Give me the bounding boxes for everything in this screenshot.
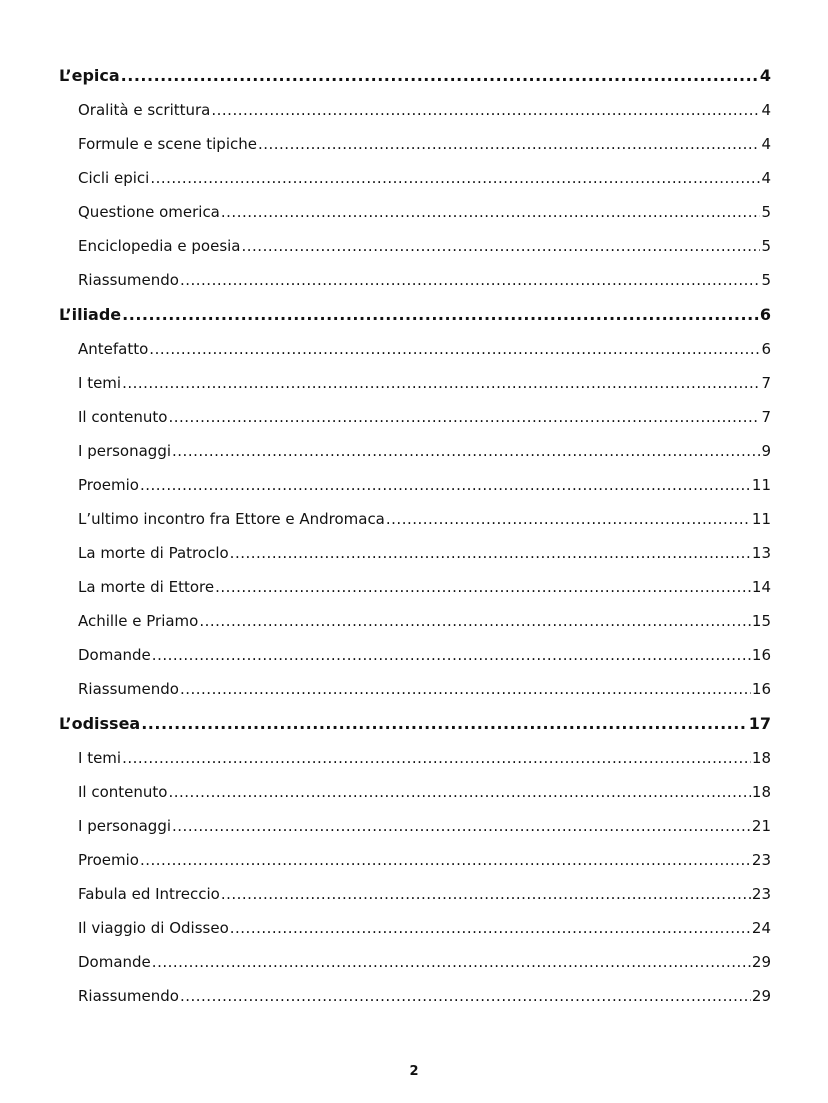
toc-leader-dots [168, 775, 750, 809]
toc-leader-dots [180, 263, 760, 297]
toc-leader-dots [230, 911, 751, 945]
toc-leader-dots [140, 843, 751, 877]
toc-entry[interactable] [59, 366, 771, 400]
toc-page-number: 4 [761, 101, 771, 119]
toc-entry[interactable] [59, 672, 771, 706]
toc-page-number: 23 [751, 851, 771, 869]
toc-page-number: 23 [751, 885, 771, 903]
toc-chapter-title: L’epica [59, 66, 120, 85]
toc-page-number: 18 [751, 783, 771, 801]
toc-leader-dots [242, 229, 761, 263]
toc-entry[interactable] [59, 332, 771, 366]
toc-entry-title: I personaggi [78, 817, 172, 835]
toc-entry[interactable] [59, 502, 771, 536]
toc-entry[interactable] [59, 400, 771, 434]
toc-leader-dots [180, 672, 751, 706]
toc-entry-title: Enciclopedia e poesia [78, 237, 241, 255]
toc-entry-title: I temi [78, 374, 122, 392]
toc-entry-title: Il contenuto [78, 408, 168, 426]
toc-page-number: 7 [761, 374, 771, 392]
toc-page-number: 21 [751, 817, 771, 835]
toc-leader-dots [121, 58, 759, 93]
toc-page-number: 5 [761, 203, 771, 221]
toc-entry-title: Fabula ed Intreccio [78, 885, 220, 903]
toc-entry-title: L’ultimo incontro fra Ettore e Andromaca [78, 510, 385, 528]
toc-entry-title: Questione omerica [78, 203, 220, 221]
toc-entry-title: La morte di Patroclo [78, 544, 229, 562]
toc-page-number: 17 [748, 714, 771, 733]
toc-entry[interactable] [59, 468, 771, 502]
toc-entry[interactable] [59, 604, 771, 638]
toc-entry-title: Domande [78, 646, 151, 664]
toc-leader-dots [258, 127, 760, 161]
toc-chapter-odissea[interactable] [59, 706, 771, 741]
toc-entry[interactable] [59, 93, 771, 127]
toc-page-number: 5 [761, 237, 771, 255]
toc-entry[interactable] [59, 638, 771, 672]
toc-leader-dots [211, 93, 760, 127]
toc-entry[interactable] [59, 161, 771, 195]
toc-page-number: 11 [751, 510, 771, 528]
toc-leader-dots [140, 468, 751, 502]
toc-chapter-title: L’iliade [59, 305, 122, 324]
toc-leader-dots [172, 434, 760, 468]
toc-entry[interactable] [59, 945, 771, 979]
toc-entry-title: I personaggi [78, 442, 172, 460]
toc-leader-dots [149, 332, 760, 366]
toc-entry-title: Riassumendo [78, 987, 179, 1005]
toc-entry-title: Proemio [78, 476, 139, 494]
toc-page-number: 16 [751, 680, 771, 698]
toc-page-number: 16 [751, 646, 771, 664]
toc-entry[interactable] [59, 263, 771, 297]
toc-page-number: 6 [759, 305, 771, 324]
toc-chapter-title: L’odissea [59, 714, 141, 733]
toc-entry-title: Antefatto [78, 340, 149, 358]
toc-entry[interactable] [59, 741, 771, 775]
toc-leader-dots [122, 366, 760, 400]
toc-leader-dots [221, 195, 761, 229]
toc-leader-dots [122, 741, 751, 775]
toc-entry-title: Riassumendo [78, 680, 179, 698]
toc-entry[interactable] [59, 911, 771, 945]
toc-entry-title: La morte di Ettore [78, 578, 215, 596]
toc-page-number: 29 [751, 987, 771, 1005]
toc-leader-dots [152, 638, 751, 672]
toc-leader-dots [122, 297, 759, 332]
toc-page-number: 11 [751, 476, 771, 494]
toc-page-number: 29 [751, 953, 771, 971]
toc-entry-title: Cicli epici [78, 169, 150, 187]
toc-page-number: 6 [761, 340, 771, 358]
toc-entry-title: Il viaggio di Odisseo [78, 919, 229, 937]
toc-entry[interactable] [59, 229, 771, 263]
toc-entry-title: Oralità e scrittura [78, 101, 211, 119]
table-of-contents [59, 58, 771, 1013]
toc-entry-title: Domande [78, 953, 151, 971]
toc-entry[interactable] [59, 809, 771, 843]
toc-page-number: 4 [761, 169, 771, 187]
toc-entry[interactable] [59, 434, 771, 468]
toc-entry[interactable] [59, 979, 771, 1013]
toc-leader-dots [152, 945, 751, 979]
toc-chapter-epica[interactable] [59, 58, 771, 93]
toc-leader-dots [199, 604, 751, 638]
toc-page-number: 13 [751, 544, 771, 562]
toc-entry[interactable] [59, 775, 771, 809]
toc-entry[interactable] [59, 536, 771, 570]
toc-leader-dots [386, 502, 751, 536]
toc-leader-dots [221, 877, 751, 911]
toc-page-number: 4 [759, 66, 771, 85]
toc-entry-title: I temi [78, 749, 122, 767]
toc-entry[interactable] [59, 877, 771, 911]
toc-page-number: 9 [761, 442, 771, 460]
toc-entry[interactable] [59, 843, 771, 877]
toc-leader-dots [230, 536, 751, 570]
page-number: 2 [409, 1064, 419, 1079]
toc-leader-dots [141, 706, 748, 741]
toc-page-number: 7 [761, 408, 771, 426]
toc-leader-dots [215, 570, 751, 604]
toc-leader-dots [172, 809, 751, 843]
toc-page-number: 15 [751, 612, 771, 630]
toc-chapter-iliade[interactable] [59, 297, 771, 332]
toc-page-number: 18 [751, 749, 771, 767]
toc-page-number: 5 [761, 271, 771, 289]
toc-entry[interactable] [59, 195, 771, 229]
toc-entry-title: Formule e scene tipiche [78, 135, 257, 153]
toc-entry[interactable] [59, 127, 771, 161]
toc-entry[interactable] [59, 570, 771, 604]
toc-leader-dots [180, 979, 751, 1013]
toc-leader-dots [150, 161, 760, 195]
toc-entry-title: Proemio [78, 851, 139, 869]
toc-leader-dots [168, 400, 760, 434]
toc-entry-title: Achille e Priamo [78, 612, 199, 630]
toc-page-number: 14 [751, 578, 771, 596]
toc-page-number: 4 [761, 135, 771, 153]
toc-entry-title: Riassumendo [78, 271, 179, 289]
toc-page-number: 24 [751, 919, 771, 937]
toc-entry-title: Il contenuto [78, 783, 168, 801]
